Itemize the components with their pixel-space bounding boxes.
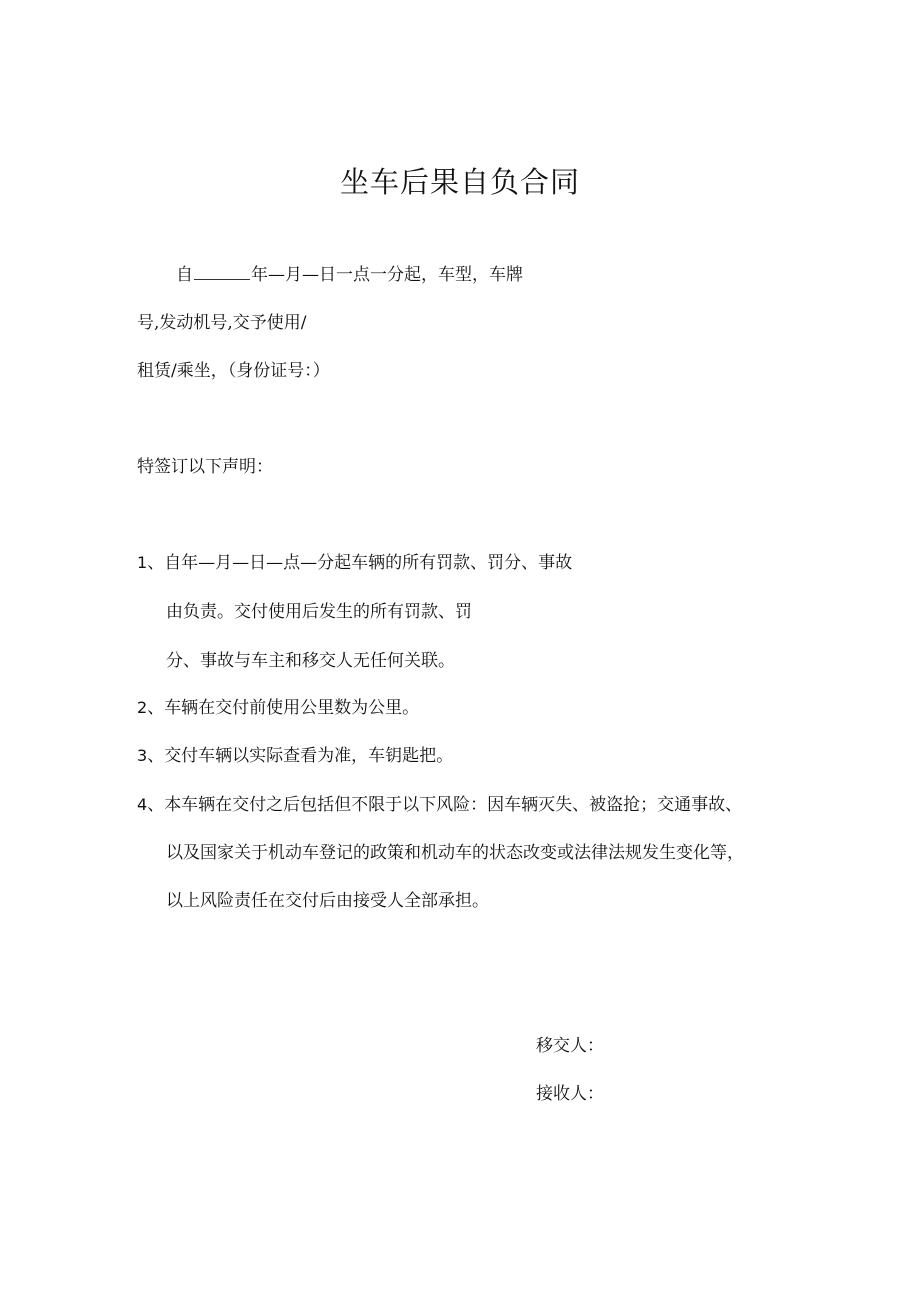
receiver-signature-label: 接收人： (536, 1084, 604, 1104)
clause-1-line-3: 分、事故与车主和移交人无任何关联。 (166, 651, 455, 671)
clause-4-text-1: 本车辆在交付之后包括但不限于以下风险：因车辆灭失、被盗抢；交通事故、 (164, 795, 743, 815)
clause-1-line-1 (137, 552, 572, 574)
clause-1-text-1: 自年—月—日—点—分起车辆的所有罚款、罚分、事故 (164, 553, 573, 573)
clause-3-text-1: 交付车辆以实际查看为准，车钥匙把。 (164, 746, 454, 766)
clause-3-line-1 (137, 745, 453, 767)
intro-line-2: 号,发动机号,交予使用/ (137, 313, 307, 333)
transferor-signature-label: 移交人： (536, 1036, 604, 1056)
intro-line-1 (176, 264, 523, 286)
intro-line-1-text: 年—月—日一点一分起，车型，车牌 (251, 265, 523, 285)
clause-2-separator: 、 (147, 698, 165, 718)
clause-4-separator: 、 (147, 795, 165, 815)
clause-2-text-1: 车辆在交付前使用公里数为公里。 (164, 698, 420, 718)
clause-3-separator: 、 (147, 746, 165, 766)
intro-prefix: 自 (176, 265, 193, 285)
intro-line-3: 租赁/乘坐，（身份证号：） (137, 361, 330, 381)
clause-4-line-3: 以上风险责任在交付后由接受人全部承担。 (166, 891, 489, 911)
clause-2-line-1 (137, 697, 419, 719)
clause-3-number: 3 (137, 746, 148, 765)
clause-1-line-2: 由负责。交付使用后发生的所有罚款、罚 (166, 602, 472, 622)
document-title: 坐车后果自负合同 (339, 165, 580, 199)
year-blank (194, 264, 250, 280)
clause-1-separator: 、 (147, 553, 165, 573)
clause-4-number: 4 (137, 795, 148, 814)
clause-4-line-2: 以及国家关于机动车登记的政策和机动车的状态改变或法律法规发生变化等， (166, 843, 744, 863)
declaration-heading: 特签订以下声明： (137, 457, 273, 477)
clause-2-number: 2 (137, 698, 148, 717)
clause-1-number: 1 (137, 553, 148, 572)
clause-4-line-1 (137, 794, 742, 816)
